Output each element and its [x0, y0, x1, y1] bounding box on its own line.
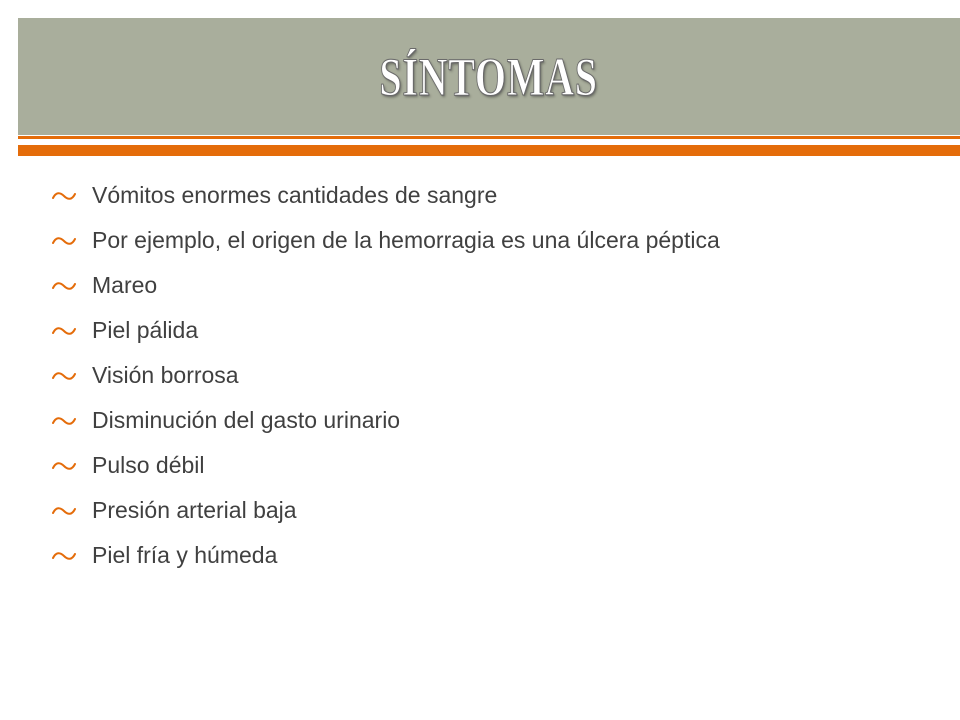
bullet-item	[52, 447, 912, 484]
bullet-text: Vómitos enormes cantidades de sangre	[92, 182, 498, 208]
bullet-item	[52, 222, 912, 259]
wave-bullet-icon	[52, 492, 92, 529]
wave-bullet-icon	[52, 177, 92, 214]
wave-bullet-icon	[52, 267, 92, 304]
bullet-item	[52, 402, 912, 439]
bullet-text: Pulso débil	[92, 452, 205, 478]
bullet-item	[52, 267, 912, 304]
bullet-item	[52, 357, 912, 394]
bullet-text: Mareo	[92, 272, 158, 298]
wave-bullet-icon	[52, 537, 92, 574]
accent-line-thin	[18, 136, 960, 139]
bullet-item	[52, 492, 912, 529]
wave-bullet-icon	[52, 222, 92, 259]
bullet-text: Visión borrosa	[92, 362, 239, 388]
wave-bullet-icon	[52, 312, 92, 349]
wave-bullet-icon	[52, 357, 92, 394]
bullet-text: Disminución del gasto urinario	[92, 407, 401, 433]
bullet-text: Por ejemplo, el origen de la hemorragia es una úlcera péptica	[92, 227, 720, 253]
bullet-list	[52, 177, 912, 582]
bullet-text: Piel fría y húmeda	[92, 542, 278, 568]
slide-title: SÍNTOMAS	[379, 46, 599, 107]
bullet-item	[52, 537, 912, 574]
bullet-item	[52, 312, 912, 349]
wave-bullet-icon	[52, 402, 92, 439]
title-bar	[18, 18, 960, 135]
bullet-item	[52, 177, 912, 214]
wave-bullet-icon	[52, 447, 92, 484]
accent-line-thick	[18, 145, 960, 156]
bullet-text: Presión arterial baja	[92, 497, 297, 523]
bullet-text: Piel pálida	[92, 317, 199, 343]
